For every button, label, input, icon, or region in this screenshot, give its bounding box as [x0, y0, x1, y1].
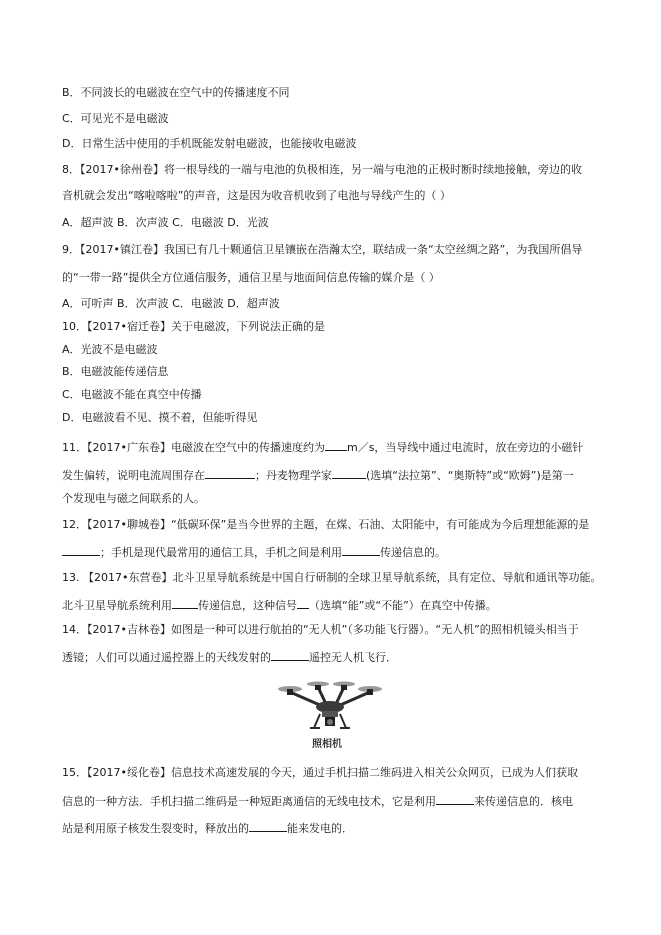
question-12-line1: 12．【2017•聊城卷】“低碳环保”是当今世界的主题，在煤、石油、太阳能中，有可能成为今后理想能源的是: [62, 518, 590, 531]
question-8-line2: 音机就会发出“喀啦喀啦”的声音，这是因为收音机收到了电池与导线产生的（ ）: [62, 189, 451, 202]
question-13-line1: 13. 【2017•东营卷】北斗卫星导航系统是中国自行研制的全球卫星导航系统，具有定位、导航和通讯等功能。: [62, 571, 602, 584]
question-9-line2: 的“一带一路”提供全方位通信服务，通信卫星与地面间信息传输的媒介是（ ）: [62, 271, 440, 284]
question-11-line2: [62, 467, 574, 483]
question-8-line1: 8．【2017•徐州卷】将一根导线的一端与电池的负极相连，另一端与电池的正极时断时续地接触，旁边的收: [62, 163, 582, 176]
q12-text-b: ；手机是现代最常用的通信工具，手机之间是利用: [100, 546, 342, 559]
question-15-line2: [62, 793, 573, 809]
q15-text-d: 能来发电的．: [287, 822, 353, 835]
option-c-q7: C．可见光不是电磁波: [62, 112, 169, 125]
option-b-q7: B．不同波长的电磁波在空气中的传播速度不同: [62, 86, 290, 99]
q15-text-c: 站是利用原子核发生裂变时，释放出的: [62, 822, 249, 835]
question-14-line2: [62, 649, 397, 665]
figure-caption: 照相机: [312, 739, 342, 750]
answer-blank: [436, 793, 474, 805]
answer-blank: [297, 597, 309, 609]
q15-text-b: 来传递信息的．核电: [474, 795, 573, 808]
q13-text-a: 北斗卫星导航系统利用: [62, 599, 172, 612]
question-9-options: A．可听声 B．次声波 C．电磁波 D．超声波: [62, 297, 280, 310]
q11-text-c: 发生偏转，说明电流周围存在: [62, 469, 205, 482]
answer-blank: [332, 467, 366, 479]
option-b-q10: B．电磁波能传递信息: [62, 365, 169, 378]
question-15-line3: [62, 820, 353, 836]
q12-text-c: 传递信息的。: [380, 546, 446, 559]
q13-text-c: （选填“能”或“不能”）在真空中传播。: [309, 599, 497, 612]
question-15-line1: 15．【2017•绥化卷】信息技术高速发展的今天，通过手机扫描二维码进入相关公众网页，已成为人们获取: [62, 766, 578, 779]
q13-text-b: 传递信息，这种信号: [198, 599, 297, 612]
question-11-line3: 个发现电与磁之间联系的人。: [62, 492, 205, 505]
question-12-line2: [62, 544, 446, 560]
q15-text-a: 信息的一种方法．手机扫描二维码是一种短距离通信的无线电技术，它是利用: [62, 795, 436, 808]
question-14-line1: 14．【2017•吉林卷】如图是一种可以进行航拍的“无人机”（多功能飞行器）。“无人机”的照相机镜头相当于: [62, 623, 579, 636]
question-9-line1: 9．【2017•镇江卷】我国已有几十颗通信卫星镶嵌在浩瀚太空，联结成一条“太空丝绸之路”，为我国所倡导: [62, 243, 583, 256]
answer-blank: [325, 439, 347, 451]
question-10-stem: 10．【2017•宿迁卷】关于电磁波，下列说法正确的是: [62, 320, 325, 333]
option-d-q7: D．日常生活中使用的手机既能发射电磁波，也能接收电磁波: [62, 137, 357, 150]
answer-blank: [205, 467, 255, 479]
q14-text-b: 遥控无人机飞行．: [309, 651, 397, 664]
answer-blank: [62, 544, 100, 556]
option-a-q10: A．光波不是电磁波: [62, 343, 158, 356]
q11-text-a: 11．【2017•广东卷】电磁波在空气中的传播速度约为: [62, 441, 325, 454]
answer-blank: [342, 544, 380, 556]
q11-text-e: (选填“法拉第”、“奥斯特”或“欧姆”)是第一: [366, 469, 574, 482]
answer-blank: [271, 649, 309, 661]
answer-blank: [172, 597, 198, 609]
option-c-q10: C．电磁波不能在真空中传播: [62, 388, 202, 401]
question-11-line1: [62, 439, 583, 455]
answer-blank: [249, 820, 287, 832]
q11-text-d: ；丹麦物理学家: [255, 469, 332, 482]
question-13-line2: [62, 597, 497, 613]
q14-text-a: 透镜；人们可以通过遥控器上的天线发射的: [62, 651, 271, 664]
option-d-q10: D．电磁波看不见、摸不着，但能听得见: [62, 411, 258, 424]
question-8-options: A．超声波 B．次声波 C．电磁波 D．光波: [62, 216, 269, 229]
q11-text-b: m／s，当导线中通过电流时，放在旁边的小磁针: [346, 441, 584, 454]
